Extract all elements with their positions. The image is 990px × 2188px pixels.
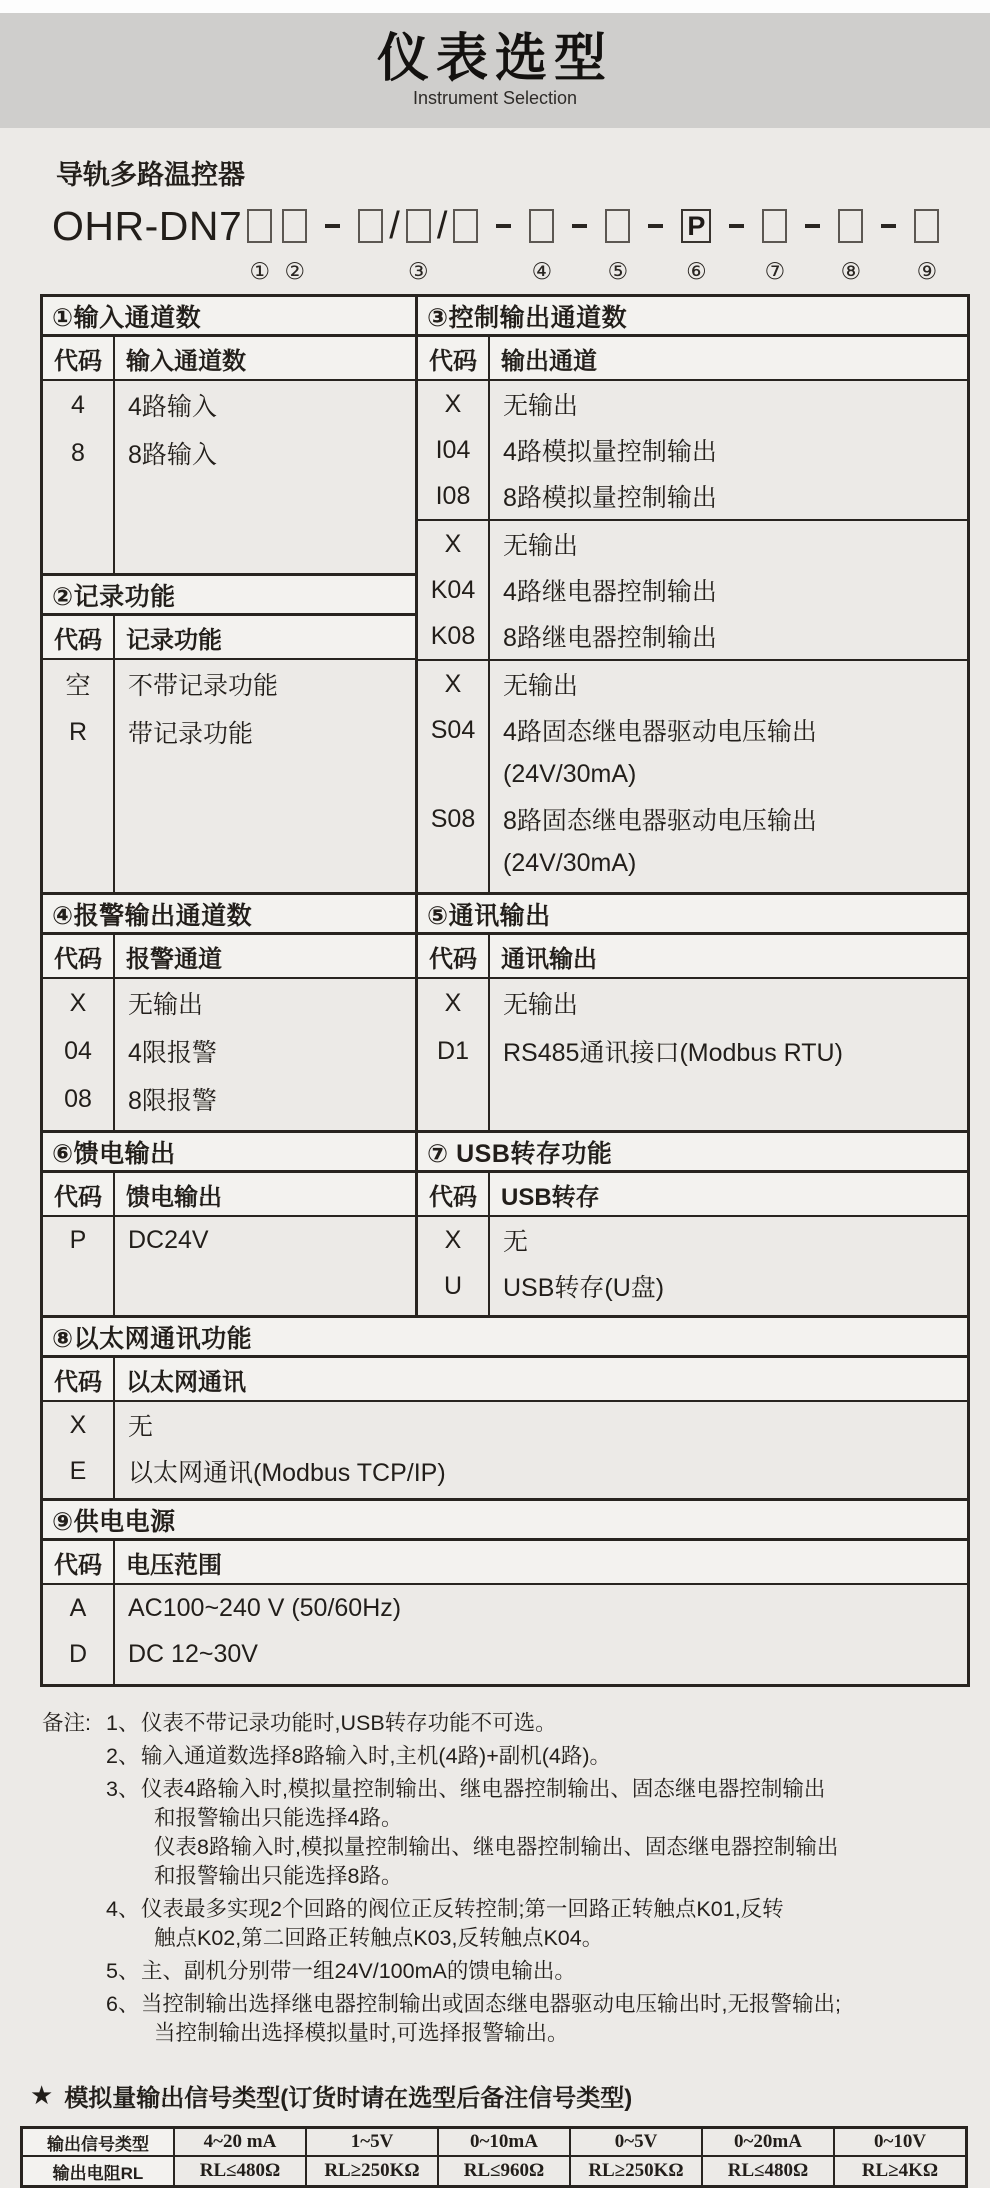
code-cells (43, 979, 115, 1130)
model-segment (716, 201, 757, 286)
desc-column-header: 通讯输出 (501, 945, 597, 973)
code-group (418, 661, 967, 892)
resistance-value: RL≥250KΩ (571, 2157, 703, 2185)
desc-value: 无输出 (128, 991, 204, 1019)
code-cells (418, 1217, 490, 1315)
note-line: 仪表4路输入时,模拟量控制输出、继电器控制输出、固态继电器控制输出 (141, 1777, 826, 1801)
table-band-5 (43, 1498, 967, 1684)
desc-value: 8路固态继电器驱动电压输出 (503, 807, 817, 835)
section-ethernet (43, 1318, 967, 1498)
desc-value: 无输出 (503, 991, 579, 1019)
resistance-row-header: 输出电阻RL (23, 2157, 175, 2185)
code-column-header: 代码 (418, 1173, 490, 1215)
column-headers (43, 337, 415, 381)
desc-value: 4路固态继电器驱动电压输出 (503, 718, 817, 746)
note-line: 主、副机分别带一组24V/100mA的馈电输出。 (141, 1959, 576, 1983)
model-code-diagram (52, 201, 990, 286)
code-value: X (444, 529, 462, 558)
model-segment (909, 201, 944, 286)
code-value: X (444, 988, 462, 1017)
code-value: K04 (430, 575, 476, 604)
code-value: X (69, 988, 87, 1017)
table-band-2 (43, 892, 967, 1130)
model-box (282, 209, 307, 243)
desc-value: 无输出 (503, 532, 579, 560)
section-rows (418, 979, 967, 1130)
code-value: 4 (71, 390, 85, 419)
note-line: 和报警输出只能选择8路。 (154, 1864, 403, 1888)
desc-column-header: 馈电输出 (126, 1183, 222, 1211)
note-line: 仪表8路输入时,模拟量控制输出、继电器控制输出、固态继电器控制输出 (154, 1835, 839, 1859)
code-value: S08 (430, 804, 476, 833)
slash-separator: / (436, 205, 448, 247)
section-title: ②记录功能 (43, 576, 415, 616)
code-value: X (69, 1410, 87, 1439)
resistance-value: RL≤960Ω (439, 2157, 571, 2185)
code-cells (43, 381, 115, 573)
dash-separator (805, 224, 820, 228)
desc-cells (115, 979, 415, 1130)
section-rows (418, 381, 967, 892)
desc-value: DC24V (128, 1225, 209, 1254)
column-headers (418, 337, 967, 381)
note-lines (141, 1775, 838, 1891)
desc-column-header: 输出通道 (501, 347, 597, 375)
output-resistance-row (23, 2157, 965, 2185)
code-group (43, 1585, 967, 1684)
note-line: 当控制输出选择模拟量时,可选择报警输出。 (154, 2021, 569, 2045)
code-value: X (444, 389, 462, 418)
note-item (106, 1742, 841, 1771)
analog-signal-heading (30, 2078, 990, 2113)
note-lines (141, 1895, 784, 1953)
model-box (358, 209, 383, 243)
dash-separator (572, 224, 587, 228)
page-subtitle: Instrument Selection (412, 88, 578, 109)
signal-type-value: 0~10V (873, 2131, 927, 2152)
desc-cells (490, 381, 967, 519)
column-headers (43, 1173, 415, 1217)
desc-value: AC100~240 V (50/60Hz) (128, 1593, 402, 1622)
position-number: ⑥ (686, 258, 707, 284)
model-segment (559, 201, 600, 286)
section-record-function (43, 576, 415, 892)
model-segment (242, 201, 277, 286)
code-value: 8 (71, 438, 85, 467)
model-box (605, 209, 630, 243)
model-box (247, 209, 272, 243)
code-cells (418, 979, 490, 1130)
desc-column-header: 记录功能 (126, 626, 222, 654)
section-title: ⑤通讯输出 (418, 895, 967, 935)
code-cells (43, 1217, 115, 1315)
code-value: I08 (435, 481, 471, 510)
code-value: 08 (64, 1084, 92, 1113)
signal-type-value: 0~10mA (439, 2129, 571, 2155)
dash-separator (325, 224, 340, 228)
code-value: A (69, 1593, 87, 1622)
note-lines (141, 1742, 611, 1771)
notes-items (106, 1709, 841, 2052)
section-title: ①输入通道数 (43, 297, 415, 337)
model-box-filled: P (681, 209, 711, 243)
position-number: ② (284, 258, 306, 284)
model-segment (676, 201, 716, 286)
code-value: X (444, 669, 462, 698)
code-group (43, 1402, 967, 1498)
code-group (418, 1217, 967, 1315)
code-group (43, 1217, 415, 1315)
code-group (43, 979, 415, 1130)
code-column-header: 代码 (43, 1358, 115, 1400)
code-column-header: 代码 (43, 616, 115, 658)
model-segment (448, 201, 483, 286)
note-line: 当控制输出选择继电器控制输出或固态继电器驱动电压输出时,无报警输出; (141, 1992, 841, 2016)
note-line: 和报警输出只能选择4路。 (154, 1806, 403, 1830)
model-box (762, 209, 787, 243)
code-group (43, 381, 415, 573)
section-alarm-output-channels (43, 895, 418, 1130)
model-segment (635, 201, 676, 286)
desc-cells (115, 1585, 967, 1684)
desc-value: 8限报警 (128, 1087, 217, 1115)
desc-value: 无输出 (503, 392, 579, 420)
section-feed-power-output (43, 1133, 418, 1315)
model-segment (524, 201, 559, 286)
code-column-header: 代码 (43, 1173, 115, 1215)
note-number: 1、 (106, 1711, 140, 1735)
code-cells (418, 661, 490, 892)
section-rows (43, 381, 415, 573)
position-number: ⑨ (916, 258, 938, 284)
model-segment (833, 201, 868, 286)
model-segment (757, 201, 792, 286)
desc-value-line2: (24V/30mA) (503, 760, 637, 788)
desc-cells (490, 1217, 967, 1315)
signal-type-value: 0~20mA (703, 2129, 835, 2155)
slash-separator: / (389, 205, 400, 247)
code-group (43, 660, 415, 892)
star-icon: ★ (30, 2080, 54, 2110)
section-rows (43, 1402, 967, 1498)
section-control-output-channels (418, 297, 967, 892)
top-strip (0, 0, 990, 13)
code-value: U (443, 1271, 463, 1300)
section-title: ⑧以太网通讯功能 (43, 1318, 967, 1358)
note-number: 6、 (106, 1992, 140, 2016)
desc-value: 8路模拟量控制输出 (503, 484, 717, 512)
product-name: 导轨多路温控器 (56, 160, 245, 190)
note-item (106, 1990, 841, 2048)
code-column-header: 代码 (43, 337, 115, 379)
code-group (418, 381, 967, 521)
resistance-value: RL≥4KΩ (861, 2160, 939, 2181)
desc-value: 无输出 (503, 672, 579, 700)
desc-value: USB转存(U盘) (503, 1274, 665, 1302)
notes-label: 备注: (42, 1711, 91, 1735)
code-value: E (69, 1456, 87, 1485)
section-rows (43, 660, 415, 892)
note-line: 触点K02,第二回路正转触点K03,反转触点K04。 (154, 1926, 604, 1950)
model-segment (277, 201, 312, 286)
dash-separator (648, 224, 663, 228)
position-number: ③ (408, 258, 429, 284)
column-headers (43, 616, 415, 660)
signal-type-value: 0~5V (571, 2129, 703, 2155)
resistance-value: RL≤480Ω (703, 2157, 835, 2185)
page-title: 仪表选型 (376, 29, 613, 88)
note-item (106, 1775, 841, 1891)
note-item (106, 1895, 841, 1953)
analog-signal-title: 模拟量输出信号类型(订货时请在选型后备注信号类型) (64, 2085, 633, 2112)
position-number: ① (249, 258, 271, 284)
model-prefix: OHR-DN7 (52, 203, 243, 249)
position-number: ⑧ (840, 258, 862, 284)
model-segment (792, 201, 833, 286)
note-item (106, 1709, 841, 1738)
code-value: X (444, 1225, 462, 1254)
table-band-1 (43, 297, 967, 892)
desc-value: 4路继电器控制输出 (503, 578, 717, 606)
code-value: R (68, 717, 88, 746)
notes-block (42, 1709, 990, 2052)
signal-type-value: 4~20 mA (175, 2129, 307, 2155)
code-column-header: 代码 (418, 337, 490, 379)
code-cells (43, 1585, 115, 1684)
note-line: 输入通道数选择8路输入时,主机(4路)+副机(4路)。 (141, 1744, 612, 1768)
note-item (106, 1957, 841, 1986)
code-cells (43, 660, 115, 892)
note-line: 仪表最多实现2个回路的阀位正反转控制;第一回路正转触点K01,反转 (141, 1897, 784, 1921)
signal-type-table (20, 2126, 968, 2188)
code-group (418, 521, 967, 661)
desc-value: 4路输入 (128, 393, 217, 421)
section-title: ⑥馈电输出 (43, 1133, 415, 1173)
code-value: 04 (64, 1036, 92, 1065)
model-box (406, 209, 431, 243)
desc-value: 8路输入 (128, 441, 217, 469)
code-column-header: 代码 (418, 935, 490, 977)
desc-cells (115, 381, 415, 573)
band-1-left-column (43, 297, 418, 892)
note-number: 5、 (106, 1959, 140, 1983)
code-value: D (68, 1639, 88, 1668)
column-headers (418, 1173, 967, 1217)
desc-column-header: USB转存 (501, 1183, 600, 1211)
code-value: K08 (430, 621, 476, 650)
code-cells (43, 1402, 115, 1498)
dash-separator (881, 224, 896, 228)
section-power-supply (43, 1501, 967, 1684)
note-number: 4、 (106, 1897, 140, 1921)
desc-value: 带记录功能 (128, 720, 254, 748)
desc-value: 4限报警 (128, 1039, 217, 1067)
column-headers (418, 935, 967, 979)
column-headers (43, 1358, 967, 1402)
resistance-value: RL≥250KΩ (307, 2157, 439, 2185)
section-rows (43, 1585, 967, 1684)
code-cells (418, 521, 490, 659)
desc-value: RS485通讯接口(Modbus RTU) (503, 1039, 843, 1067)
section-usb-transfer (418, 1133, 967, 1315)
signal-row-header: 输出信号类型 (23, 2129, 175, 2155)
section-rows (43, 979, 415, 1130)
code-value: S04 (430, 715, 476, 744)
table-band-3 (43, 1130, 967, 1315)
column-headers (43, 1541, 967, 1585)
section-title: ③控制输出通道数 (418, 297, 967, 337)
desc-value: 无 (503, 1228, 529, 1256)
signal-type-value: 1~5V (307, 2129, 439, 2155)
section-rows (418, 1217, 967, 1315)
section-rows (43, 1217, 415, 1315)
note-lines (141, 1990, 841, 2048)
desc-column-header: 输入通道数 (126, 347, 246, 375)
model-box (529, 209, 554, 243)
section-title: ⑨供电电源 (43, 1501, 967, 1541)
code-column-header: 代码 (43, 1541, 115, 1583)
desc-column-header: 报警通道 (126, 945, 222, 973)
code-value: I04 (435, 435, 471, 464)
desc-column-header: 以太网通讯 (126, 1368, 246, 1396)
section-title: ④报警输出通道数 (43, 895, 415, 935)
model-segment (353, 201, 388, 286)
desc-cells (115, 1217, 415, 1315)
desc-cells (490, 661, 967, 892)
model-segment (483, 201, 524, 286)
position-number: ⑤ (607, 258, 629, 284)
section-communication-output (418, 895, 967, 1130)
code-value-spacer (418, 753, 488, 796)
code-group (418, 979, 967, 1130)
desc-value: 以太网通讯(Modbus TCP/IP) (128, 1459, 446, 1487)
code-value-spacer (418, 842, 488, 885)
section-input-channels (43, 297, 415, 576)
note-lines (141, 1957, 576, 1986)
desc-cells (115, 1402, 967, 1498)
desc-value: 4路模拟量控制输出 (503, 438, 717, 466)
model-segment (388, 201, 401, 286)
model-box (914, 209, 939, 243)
model-segment (868, 201, 909, 286)
dash-separator (496, 224, 511, 228)
note-number: 3、 (106, 1777, 140, 1801)
code-value: P (69, 1225, 87, 1254)
desc-column-header: 电压范围 (126, 1551, 222, 1579)
desc-cells (490, 979, 967, 1130)
model-box (453, 209, 478, 243)
desc-value: DC 12~30V (128, 1639, 258, 1668)
code-column-header: 代码 (43, 935, 115, 977)
code-cells (418, 381, 490, 519)
signal-type-row (23, 2129, 965, 2157)
model-box (838, 209, 863, 243)
model-segment (436, 201, 449, 286)
code-value: D1 (437, 1036, 469, 1065)
model-segment (312, 201, 353, 286)
desc-cells (490, 521, 967, 659)
note-lines (141, 1709, 557, 1738)
note-number: 2、 (106, 1744, 140, 1768)
desc-cells (115, 660, 415, 892)
model-segment (401, 201, 436, 286)
code-value: 空 (65, 672, 91, 700)
desc-value-line2: (24V/30mA) (503, 849, 637, 877)
desc-value: 无 (128, 1413, 154, 1441)
note-line: 仪表不带记录功能时,USB转存功能不可选。 (141, 1711, 557, 1735)
desc-value: 不带记录功能 (128, 672, 279, 700)
column-headers (43, 935, 415, 979)
table-band-4 (43, 1315, 967, 1498)
model-segment (52, 201, 242, 286)
position-number: ④ (531, 258, 553, 284)
section-title: ⑦ USB转存功能 (418, 1133, 967, 1173)
selection-table (40, 294, 970, 1687)
model-segment (600, 201, 635, 286)
desc-value: 8路继电器控制输出 (503, 624, 717, 652)
position-number: ⑦ (764, 258, 786, 284)
dash-separator (729, 224, 744, 228)
title-banner (0, 13, 990, 128)
resistance-value: RL≤480Ω (175, 2157, 307, 2185)
